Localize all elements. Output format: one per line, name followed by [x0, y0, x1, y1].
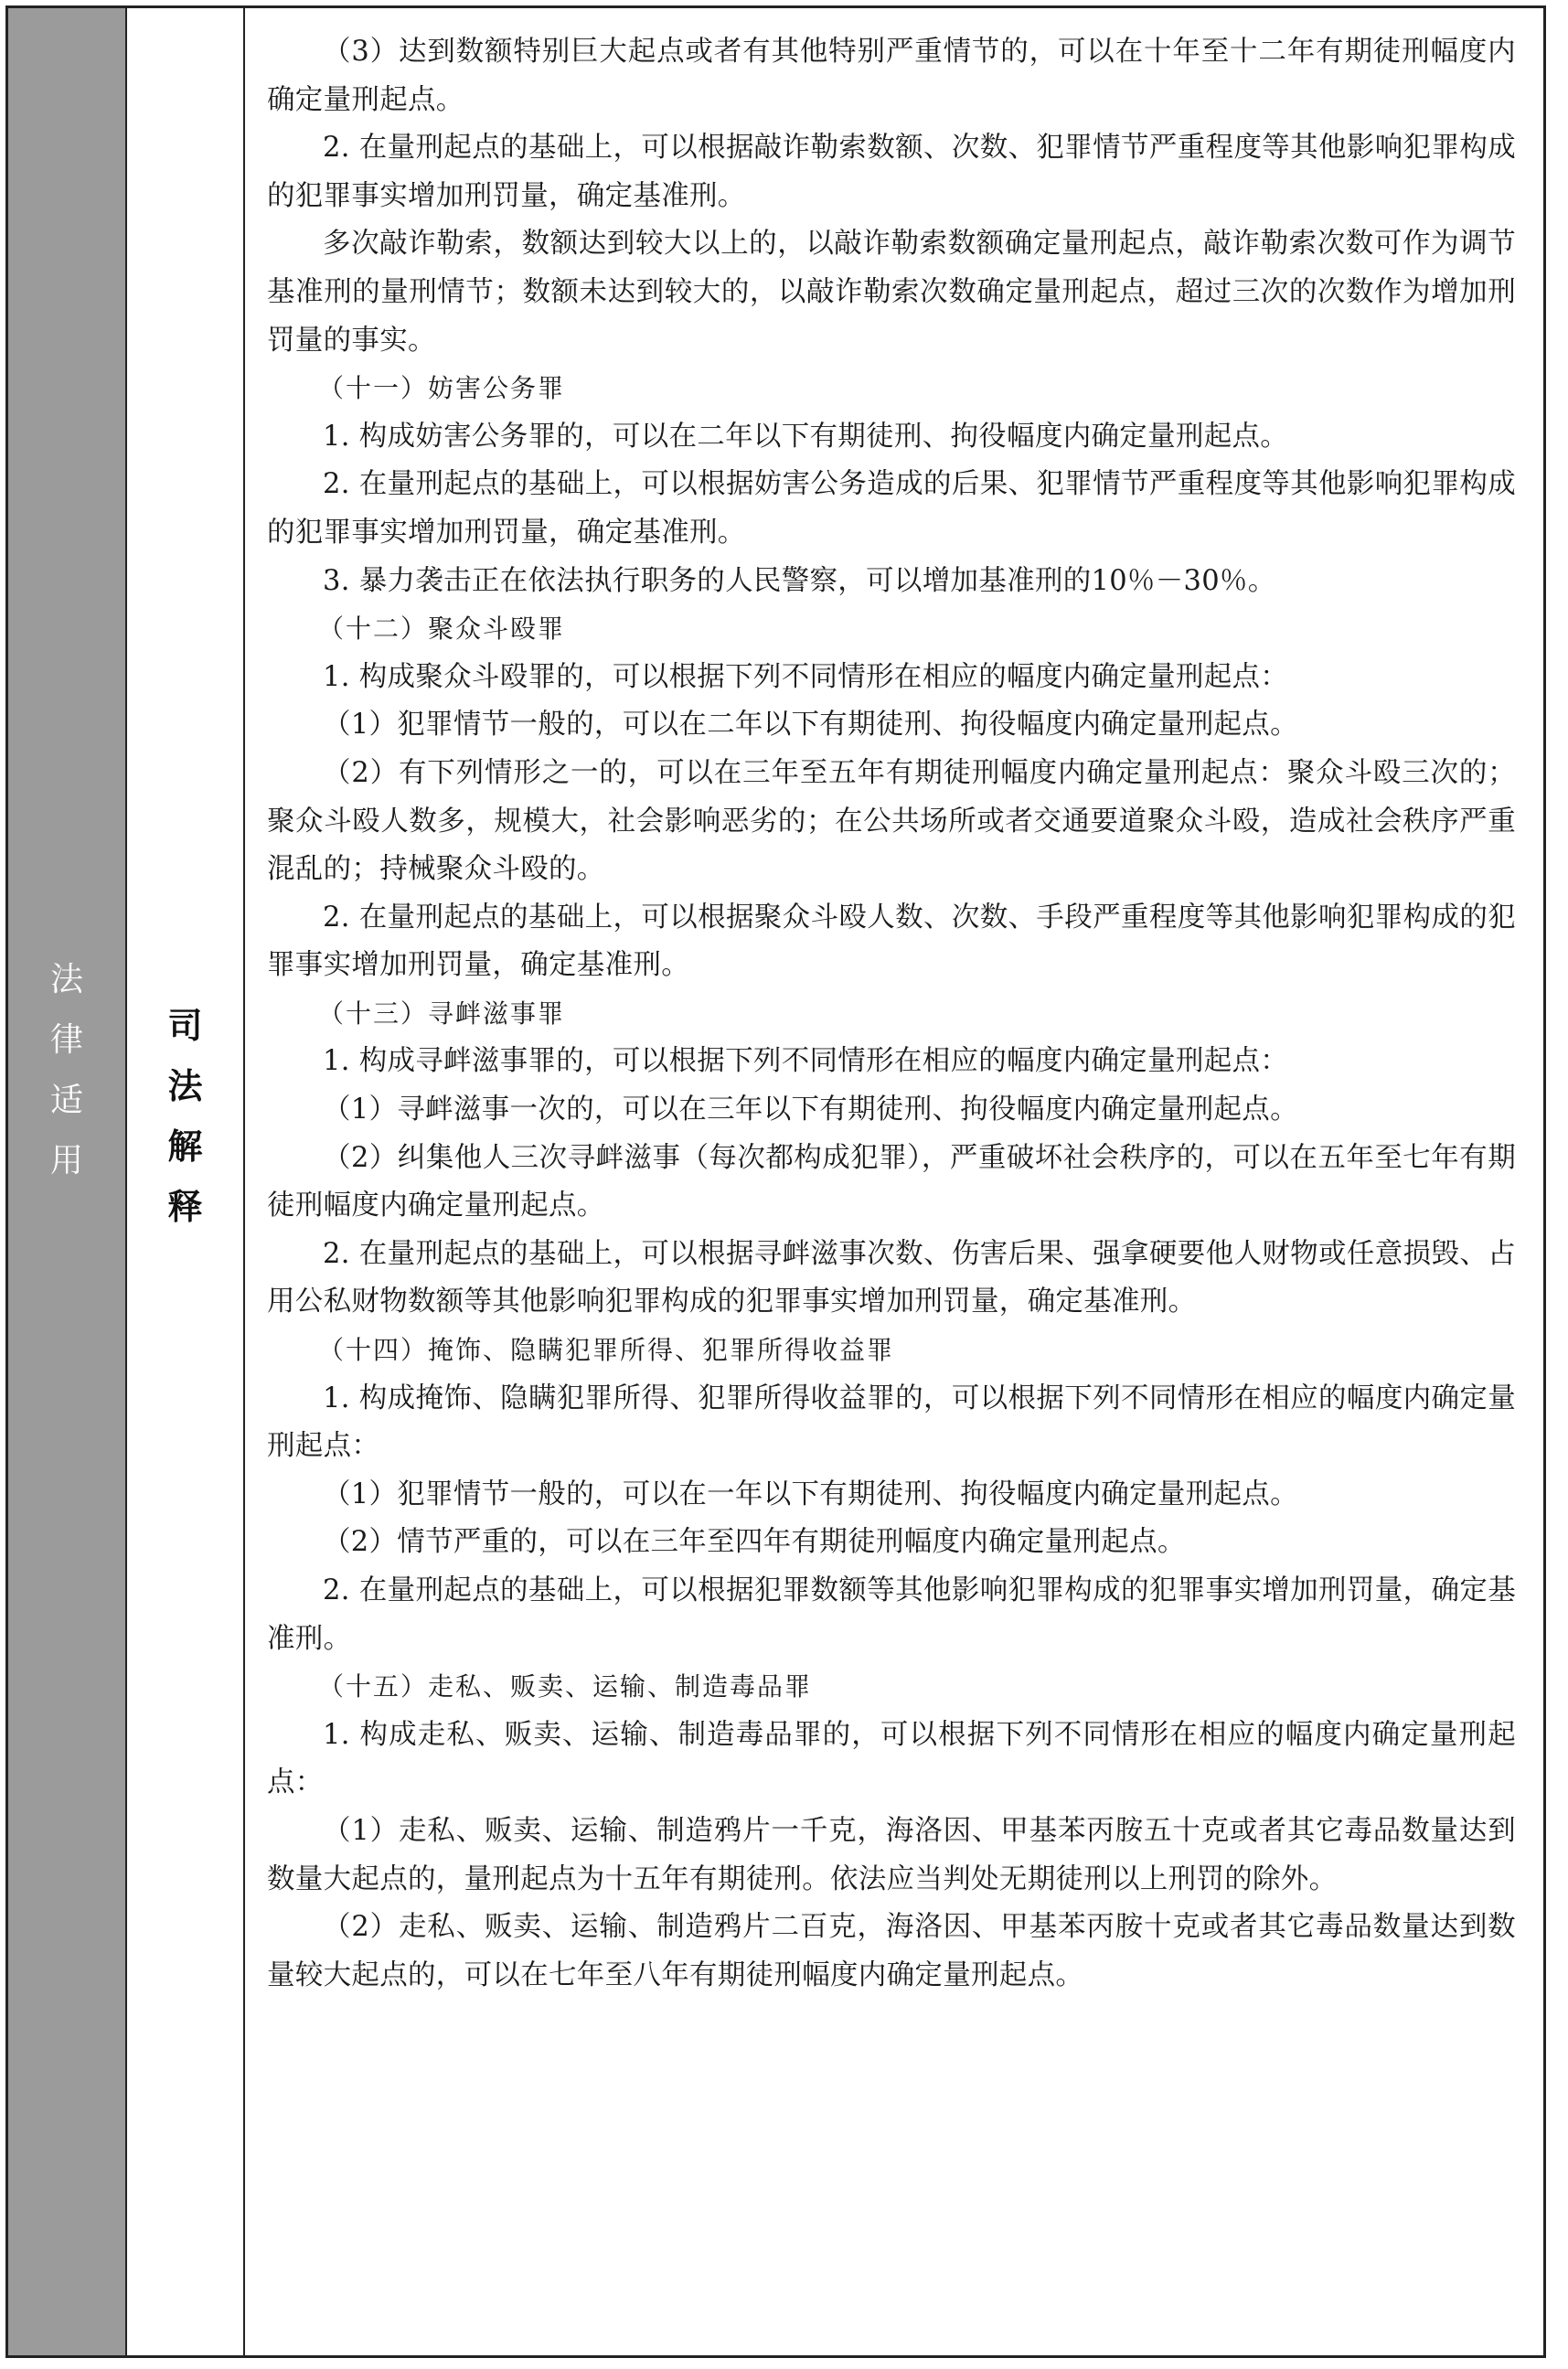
- section-heading: （十一）妨害公务罪: [318, 373, 566, 404]
- subcategory-char: 解: [167, 1126, 203, 1167]
- section-heading: （十三）寻衅滋事罪: [318, 998, 566, 1029]
- section-heading: （十四）掩饰、隐瞒犯罪所得、犯罪所得收益罪: [318, 1335, 895, 1366]
- paragraph: 多次敲诈勒索，数额达到较大以上的，以敲诈勒索数额确定量刑起点，敲诈勒索次数可作为调节基准刑的量刑情节；数额未达到较大的，以敲诈勒索次数确定量刑起点，超过三次的次数作为增加刑罚量的事实。: [267, 228, 1516, 357]
- paragraph: （2）情节严重的，可以在三年至四年有期徒刑幅度内确定量刑起点。: [323, 1526, 1186, 1559]
- paragraph: 2. 在量刑起点的基础上，可以根据寻衅滋事次数、伤害后果、强拿硬要他人财物或任意损毁、占用公私财物数额等其他影响犯罪构成的犯罪事实增加刑罚量，确定基准刑。: [267, 1237, 1516, 1318]
- category-label: [8, 950, 125, 1191]
- subcategory-label: [127, 996, 243, 1237]
- paragraph: 2. 在量刑起点的基础上，可以根据犯罪数额等其他影响犯罪构成的犯罪事实增加刑罚量，确定基准刑。: [267, 1574, 1516, 1655]
- category-column: [8, 8, 127, 2355]
- content-column: [245, 8, 1543, 2355]
- paragraph: 1. 构成走私、贩卖、运输、制造毒品罪的，可以根据下列不同情形在相应的幅度内确定量刑起点：: [267, 1718, 1516, 1799]
- category-char: 法: [49, 961, 83, 998]
- paragraph: 2. 在量刑起点的基础上，可以根据敲诈勒索数额、次数、犯罪情节严重程度等其他影响犯罪构成的犯罪事实增加刑罚量，确定基准刑。: [267, 132, 1516, 212]
- subcategory-char: 释: [167, 1187, 203, 1227]
- subcategory-char: 司: [167, 1006, 203, 1046]
- paragraph: 1. 构成寻衅滋事罪的，可以根据下列不同情形在相应的幅度内确定量刑起点：: [323, 1045, 1289, 1078]
- category-char: 适: [49, 1082, 83, 1119]
- paragraph: 2. 在量刑起点的基础上，可以根据妨害公务造成的后果、犯罪情节严重程度等其他影响犯罪构成的犯罪事实增加刑罚量，确定基准刑。: [267, 468, 1516, 549]
- paragraph: （2）有下列情形之一的，可以在三年至五年有期徒刑幅度内确定量刑起点：聚众斗殴三次的；聚众斗殴人数多，规模大，社会影响恶劣的；在公共场所或者交通要道聚众斗殴，造成社会秩序严重混乱的；持械聚众斗殴的。: [267, 756, 1516, 886]
- paragraph: 1. 构成妨害公务罪的，可以在二年以下有期徒刑、拘役幅度内确定量刑起点。: [323, 420, 1289, 453]
- category-char: 用: [49, 1142, 83, 1179]
- paragraph: （3）达到数额特别巨大起点或者有其他特别严重情节的，可以在十年至十二年有期徒刑幅度内确定量刑起点。: [267, 36, 1516, 116]
- section-heading: （十二）聚众斗殴罪: [318, 614, 566, 645]
- paragraph: （1）犯罪情节一般的，可以在二年以下有期徒刑、拘役幅度内确定量刑起点。: [323, 709, 1298, 742]
- section-heading: （十五）走私、贩卖、运输、制造毒品罪: [318, 1671, 813, 1702]
- paragraph: 1. 构成掩饰、隐瞒犯罪所得、犯罪所得收益罪的，可以根据下列不同情形在相应的幅度内确定量刑起点：: [267, 1382, 1516, 1463]
- subcategory-column: [127, 8, 245, 2355]
- paragraph: （2）纠集他人三次寻衅滋事（每次都构成犯罪），严重破坏社会秩序的，可以在五年至七年有期徒刑幅度内确定量刑起点。: [267, 1141, 1516, 1222]
- paragraph: 2. 在量刑起点的基础上，可以根据聚众斗殴人数、次数、手段严重程度等其他影响犯罪构成的犯罪事实增加刑罚量，确定基准刑。: [267, 901, 1516, 982]
- paragraph: （1）犯罪情节一般的，可以在一年以下有期徒刑、拘役幅度内确定量刑起点。: [323, 1478, 1298, 1510]
- paragraph: （1）寻衅滋事一次的，可以在三年以下有期徒刑、拘役幅度内确定量刑起点。: [323, 1094, 1298, 1126]
- category-char: 律: [49, 1021, 83, 1059]
- paragraph: 3. 暴力袭击正在依法执行职务的人民警察，可以增加基准刑的10％－30％。: [323, 564, 1276, 597]
- paragraph: （2）走私、贩卖、运输、制造鸦片二百克，海洛因、甲基苯丙胺十克或者其它毒品数量达到数量较大起点的，可以在七年至八年有期徒刑幅度内确定量刑起点。: [267, 1911, 1516, 1991]
- subcategory-char: 法: [167, 1066, 203, 1106]
- paragraph: （1）走私、贩卖、运输、制造鸦片一千克，海洛因、甲基苯丙胺五十克或者其它毒品数量达到数量大起点的，量刑起点为十五年有期徒刑。依法应当判处无期徒刑以上刑罚的除外。: [267, 1814, 1516, 1895]
- law-table: [5, 5, 1546, 2358]
- paragraph: 1. 构成聚众斗殴罪的，可以根据下列不同情形在相应的幅度内确定量刑起点：: [323, 660, 1289, 693]
